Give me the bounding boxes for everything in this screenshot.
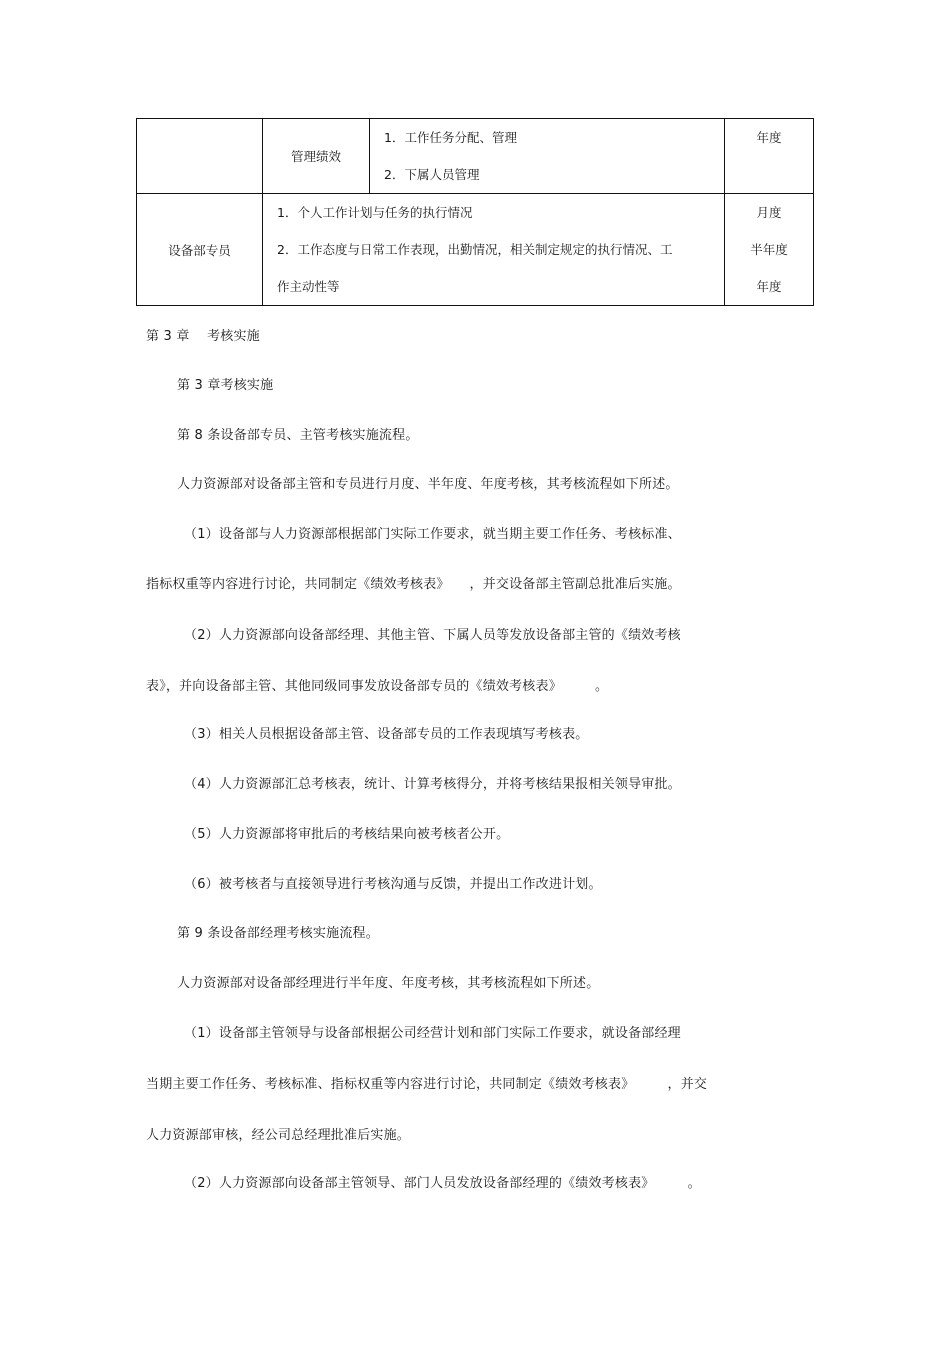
paragraph: （6）被考核者与直接领导进行考核沟通与反馈，并提出工作改进计划。 xyxy=(184,877,602,892)
chapter-heading: 第 3 章 考核实施 xyxy=(146,329,260,344)
position-cell xyxy=(137,119,263,194)
kpi-table xyxy=(136,118,814,306)
paragraph: （1）设备部与人力资源部根据部门实际工作要求，就当期主要工作任务、考核标准、 xyxy=(184,527,681,542)
paragraph: 人力资源部对设备部经理进行半年度、年度考核，其考核流程如下所述。 xyxy=(177,976,600,991)
paragraph: 人力资源部审核，经公司总经理批准后实施。 xyxy=(146,1128,411,1143)
paragraph: （4）人力资源部汇总考核表，统计、计算考核得分，并将考核结果报相关领导审批。 xyxy=(184,777,681,792)
items-cell xyxy=(263,194,725,306)
paragraph: （2）人力资源部向设备部主管领导、部门人员发放设备部经理的《绩效考核表》 。 xyxy=(184,1176,701,1191)
table-row xyxy=(137,119,814,194)
paragraph: （1）设备部主管领导与设备部根据公司经营计划和部门实际工作要求，就设备部经理 xyxy=(184,1026,681,1041)
position-cell: 设备部专员 xyxy=(137,194,263,306)
period-line: 年度 xyxy=(756,279,782,294)
paragraph: 人力资源部对设备部主管和专员进行月度、半年度、年度考核，其考核流程如下所述。 xyxy=(177,477,679,492)
period-cell xyxy=(725,194,814,306)
period-line: 月度 xyxy=(756,205,782,220)
table-row xyxy=(137,194,814,306)
item-line: 1．个人工作计划与任务的执行情况 xyxy=(277,205,473,220)
item-line: 2．工作态度与日常工作表现，出勤情况，相关制定规定的执行情况、工 xyxy=(277,242,673,257)
paragraph: （5）人力资源部将审批后的考核结果向被考核者公开。 xyxy=(184,827,510,842)
item-line: 作主动性等 xyxy=(277,279,340,294)
paragraph: 指标权重等内容进行讨论，共同制定《绩效考核表》 ，并交设备部主管副总批准后实施。 xyxy=(146,577,681,592)
paragraph: （2）人力资源部向设备部经理、其他主管、下属人员等发放设备部主管的《绩效考核 xyxy=(184,628,681,643)
paragraph: 第 8 条设备部专员、主管考核实施流程。 xyxy=(177,428,419,443)
period-cell xyxy=(725,119,814,194)
period-line: 半年度 xyxy=(750,242,788,257)
items-cell xyxy=(370,119,725,194)
paragraph: 第 3 章考核实施 xyxy=(177,378,274,393)
paragraph: 第 9 条设备部经理考核实施流程。 xyxy=(177,926,379,941)
item-line: 1．工作任务分配、管理 xyxy=(384,130,517,145)
paragraph: 表》，并向设备部主管、其他同级同事发放设备部专员的《绩效考核表》 。 xyxy=(146,679,609,694)
category-cell: 管理绩效 xyxy=(263,119,370,194)
paragraph: 当期主要工作任务、考核标准、指标权重等内容进行讨论，共同制定《绩效考核表》 ，并交 xyxy=(146,1077,708,1092)
item-line: 2．下属人员管理 xyxy=(384,167,480,182)
period-line: 年度 xyxy=(756,130,782,145)
paragraph: （3）相关人员根据设备部主管、设备部专员的工作表现填写考核表。 xyxy=(184,727,589,742)
